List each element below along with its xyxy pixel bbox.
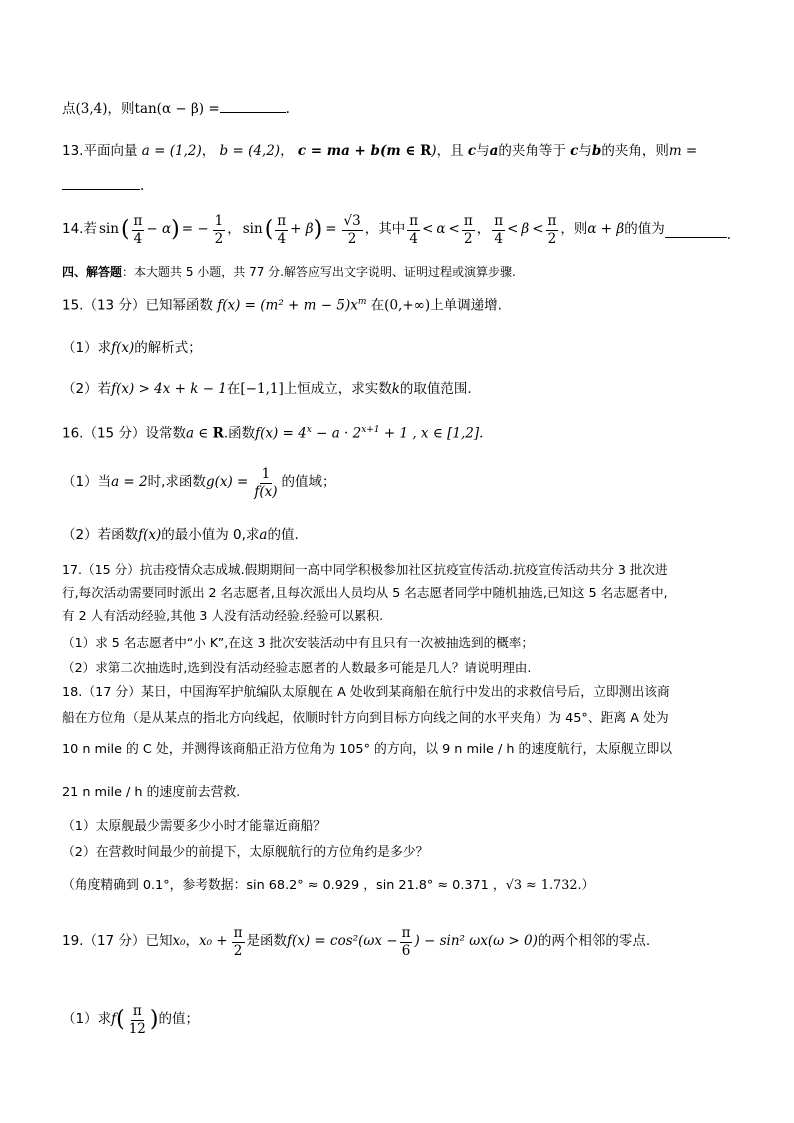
q18-part1: （1）太原舰最少需要多少小时才能靠近商船？ bbox=[62, 819, 327, 834]
math: tan(α − β) = bbox=[134, 101, 220, 117]
q18-part2: （2）在营救时间最少的前提下，太原舰航行的方位角约是多少？ bbox=[62, 845, 429, 860]
q18-line3: 10 n mile 的 C 处，并测得该商船正沿方位角为 105° 的方向，以 9 n mile / h 的速度航行，太原舰立即以 bbox=[62, 742, 673, 757]
math: f bbox=[111, 1011, 117, 1028]
math: x₀ bbox=[172, 933, 186, 950]
math: g(x) = bbox=[205, 474, 249, 491]
fraction: $\frac{\pi}{6}$ bbox=[401, 924, 411, 959]
fraction: $\frac{\pi}{12}$ bbox=[128, 1002, 146, 1037]
fraction: $\frac{\pi}{2}$ bbox=[233, 924, 243, 959]
answer-blank[interactable] bbox=[665, 236, 727, 238]
q17-line1: 17.（15 分）抗击疫情众志成城.假期期间一高中同学积极参加社区抗疫宣传活动.抗疫宣传活动共分 3 批次进 bbox=[62, 562, 668, 577]
q16-part1: （1）当 a = 2 时,求函数 g(x) = $\frac{1}{f(x)}$ 的值域； bbox=[62, 465, 336, 500]
math: α + β bbox=[587, 221, 625, 238]
text: 的夹角等于 bbox=[498, 143, 566, 159]
q16-part2: （2）若函数f(x)的最小值为 0,求a的值. bbox=[62, 527, 299, 543]
q12-tail: 点(3,4)，则tan(α − β) = . bbox=[62, 101, 290, 117]
question-14: 14.若 sin ( $\frac{\pi}{4}$ − α ) = − $\frac{1}{2}$ ， sin ( $\frac{\pi}{4}$ + β ) = $\frac{√3}{2}$ ，其中 $\frac{\pi}{4}$ < α < $\frac{\pi}{2}$ ， $\frac{\pi}{4}$ < β < $\frac{\pi}{2}$ ，则 α + β 的值为 . bbox=[62, 212, 732, 247]
q18-note: （角度精确到 0.1°，参考数据：sin 68.2° ≈ 0.929 ，sin 21.8° ≈ 0.371 ，√3 ≈ 1.732.） bbox=[62, 878, 595, 893]
q17-part1: （1）求 5 名志愿者中“小 K”,在这 3 批次安装活动中有且只有一次被抽选到的概率； bbox=[62, 635, 534, 650]
q18-line4: 21 n mile / h 的速度前去营救. bbox=[62, 785, 241, 800]
text: 的值为 bbox=[624, 221, 665, 238]
q18-line1: 18.（17 分）某日，中国海军护航编队太原舰在 A 处收到某商船在航行中发出的求救信号后，立即测出该商 bbox=[62, 685, 670, 700]
fraction: $\frac{\pi}{2}$ bbox=[547, 212, 557, 247]
text: 在 bbox=[370, 297, 385, 314]
fraction: $\frac{\pi}{4}$ bbox=[409, 212, 419, 247]
text: 与 bbox=[578, 143, 592, 159]
question-13: 13.平面向量 a = (1,2)， b = (4,2)， c = ma + b(m ∈ R)，且 c与a的夹角等于 c与b的夹角，则m = bbox=[62, 143, 698, 159]
q15-part1: （1）求f(x)的解析式； bbox=[62, 340, 202, 356]
q13-blank-line: . bbox=[62, 180, 734, 194]
question-number: 16.（15 分）设常数 bbox=[62, 425, 186, 442]
math: a = 2 bbox=[111, 474, 148, 491]
section-heading bbox=[62, 266, 734, 278]
q15-part2: （2）若f(x) > 4x + k − 1在[−1,1]上恒成立，求实数k的取值范围. bbox=[62, 381, 472, 397]
math: a = (1,2) bbox=[141, 143, 202, 159]
q19-part1: （1）求 f ( $\frac{\pi}{12}$ ) 的值； bbox=[62, 1002, 199, 1037]
fraction: $\frac{\pi}{4}$ bbox=[277, 212, 287, 247]
math: b = (4,2) bbox=[219, 143, 281, 159]
q17-line2: 行,每次活动需要同时派出 2 名志愿者,且每次派出人员均从 5 名志愿者同学中随机抽选,已知这 5 名志愿者中, bbox=[62, 585, 668, 600]
answer-blank[interactable] bbox=[62, 188, 140, 190]
text: ，则 bbox=[107, 101, 135, 117]
q18-line2: 船在方位角（是从某点的指北方向线起，依顺时针方向到目标方向线之间的水平夹角）为 45°、距离 A 处为 bbox=[62, 711, 669, 726]
q17-part2: （2）求第二次抽选时,选到没有活动经验志愿者的人数最多可能是几人？请说明理由. bbox=[62, 660, 532, 675]
math: ) − sin² ωx(ω > 0) bbox=[414, 933, 538, 950]
question-number: 13.平面向量 bbox=[62, 143, 138, 159]
question-number: 19.（17 分）已知 bbox=[62, 933, 173, 950]
text: 与 bbox=[476, 143, 490, 159]
math: x₀ + bbox=[198, 933, 228, 950]
math: f(x) bbox=[111, 340, 135, 356]
answer-blank[interactable] bbox=[220, 111, 286, 113]
text: ，则 bbox=[560, 221, 588, 238]
fraction: $\frac{1}{f(x)}$ bbox=[254, 465, 278, 500]
fraction: $\frac{\pi}{4}$ bbox=[133, 212, 143, 247]
text: 的夹角，则 bbox=[601, 143, 669, 159]
math: c bbox=[570, 143, 579, 159]
math: c bbox=[467, 143, 477, 159]
math: sin bbox=[98, 221, 119, 238]
math: √3 ≈ 1.732 bbox=[505, 878, 578, 893]
question-number: 14.若 bbox=[62, 221, 97, 238]
math: a ∈ bbox=[185, 425, 213, 442]
math: f(x) = (m² + m − 5)x bbox=[217, 297, 358, 314]
math: f(x) = 4 bbox=[255, 425, 307, 442]
math: c = ma + b(m ∈ bbox=[297, 143, 421, 159]
text: 点 bbox=[62, 101, 76, 117]
question-15: 15.（13 分）已知幂函数 $f(x) = (m^2 + m - 5)x^m$ 在(0,+∞)上单调递增. bbox=[62, 297, 502, 314]
math: m = bbox=[668, 143, 698, 159]
math: + β bbox=[290, 221, 314, 238]
math: = bbox=[325, 221, 337, 238]
fraction: $\frac{1}{2}$ bbox=[214, 212, 224, 247]
section-desc: ：本大题共 5 小题，共 77 分.解答应写出文字说明、证明过程或演算步骤. bbox=[122, 265, 516, 279]
math: R bbox=[420, 143, 432, 159]
section-title: 四、解答题 bbox=[62, 265, 123, 279]
math: f(x) > 4x + k − 1 bbox=[111, 381, 227, 397]
math: [−1,1] bbox=[240, 381, 284, 397]
math: (0,+∞) bbox=[384, 297, 431, 314]
math: sin bbox=[242, 221, 263, 238]
math: f(x) bbox=[138, 527, 162, 543]
text: ，其中 bbox=[364, 221, 406, 238]
math: ) bbox=[431, 143, 437, 159]
q17-line3: 有 2 人有活动经验,其他 3 人没有活动经验.经验可以累积. bbox=[62, 608, 384, 623]
fraction: $\frac{\pi}{4}$ bbox=[494, 212, 504, 247]
question-19: 19.（17 分）已知 x₀ ， x₀ + $\frac{\pi}{2}$ 是函数 f(x) = cos²(ωx − $\frac{\pi}{6}$ ) − sin² ωx(ω > 0) 的两个相邻的零点. bbox=[62, 924, 651, 959]
math: − α bbox=[146, 221, 172, 238]
text: ，且 bbox=[436, 143, 464, 159]
math: b bbox=[591, 143, 602, 159]
math: f(x) = cos²(ωx − bbox=[287, 933, 398, 950]
question-16: 16.（15 分）设常数a ∈ R.函数$f(x) = 4^x - a \cdot 2^{x+1} + 1$ , x ∈ [1,2]. bbox=[62, 425, 484, 442]
text: 上单调递增. bbox=[430, 297, 502, 314]
math: (3,4) bbox=[75, 101, 108, 117]
question-number: 15.（13 分）已知幂函数 bbox=[62, 297, 213, 314]
math: a bbox=[489, 143, 499, 159]
math: = − bbox=[181, 221, 209, 238]
fraction: $\frac{\pi}{2}$ bbox=[463, 212, 473, 247]
fraction: $\frac{√3}{2}$ bbox=[343, 212, 361, 247]
